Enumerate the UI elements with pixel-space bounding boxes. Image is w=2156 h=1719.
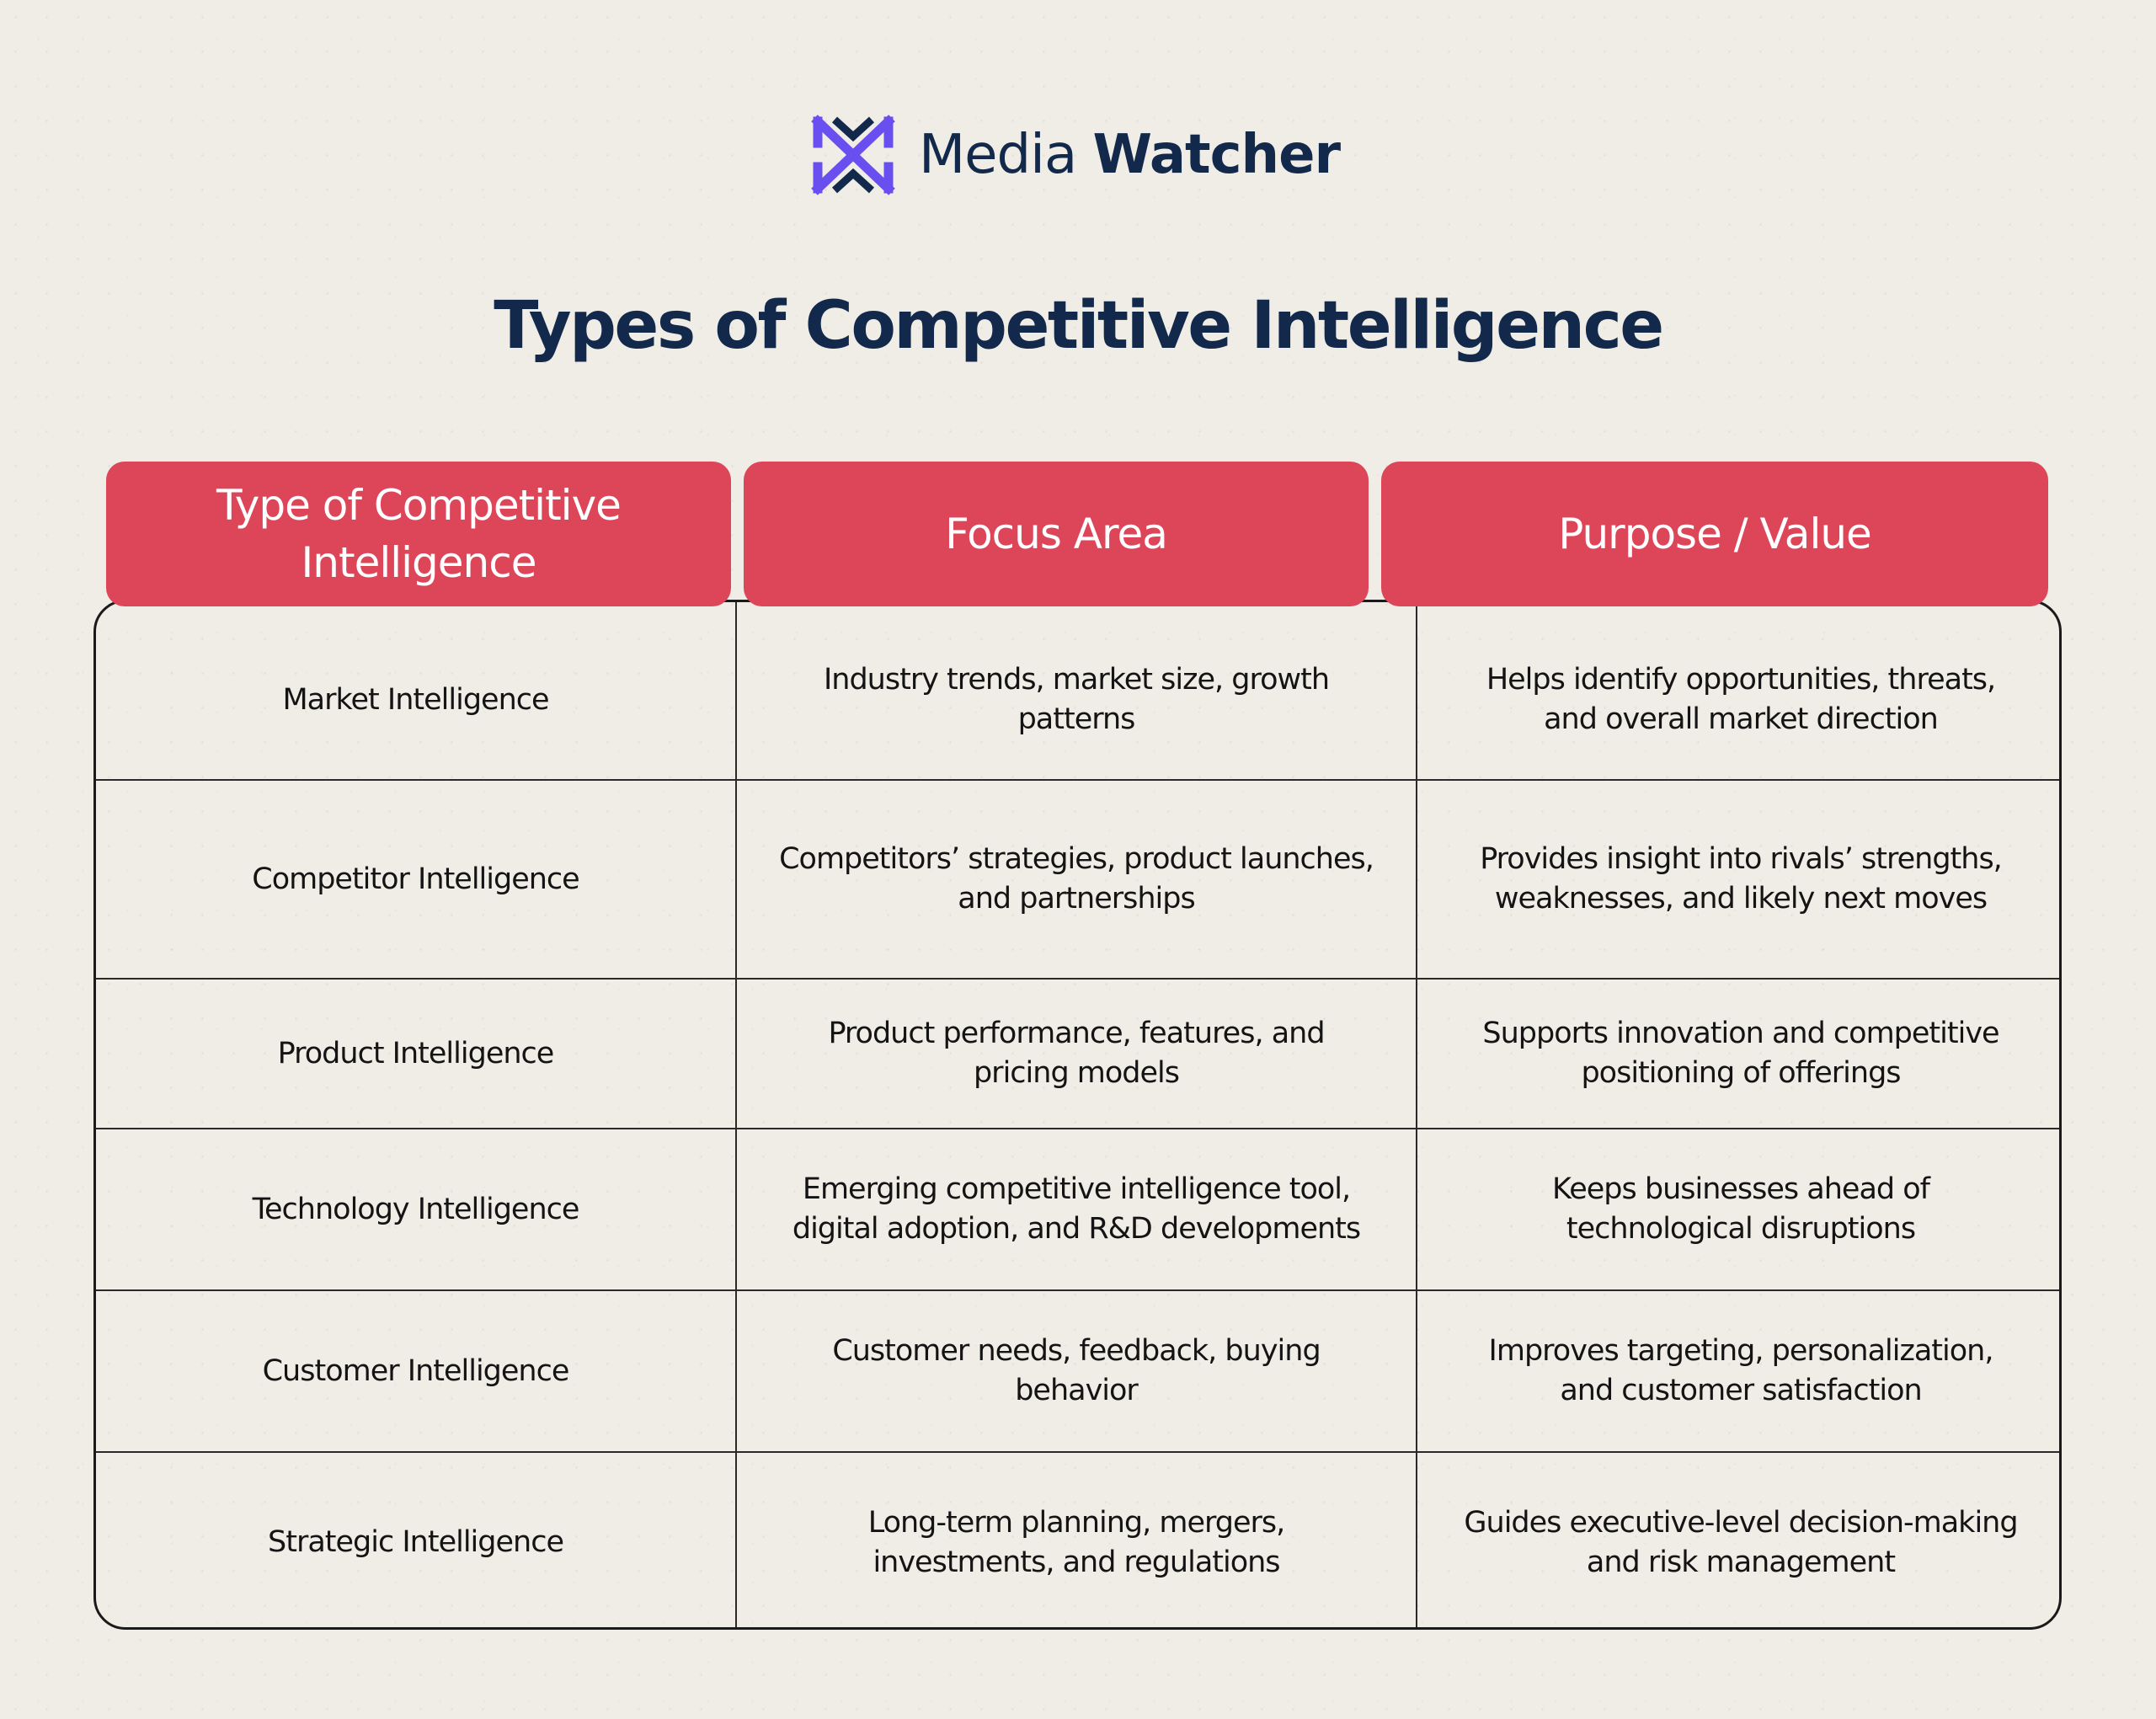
focus-cell: Emerging competitive intelligence tool, digital adoption, and R&D developments: [735, 1129, 1416, 1289]
focus-cell: Product performance, features, and pricing models: [735, 980, 1416, 1128]
purpose-cell: Helps identify opportunities, threats, and overall market direction: [1416, 602, 2062, 779]
type-cell: Competitor Intelligence: [252, 862, 579, 896]
intelligence-table: [93, 600, 2062, 1630]
focus-cell: Long-term planning, mergers, investments, and regulations: [735, 1453, 1416, 1630]
table-row: [96, 1291, 2059, 1453]
type-cell: Technology Intelligence: [252, 1192, 579, 1226]
focus-cell: Customer needs, feedback, buying behavior: [735, 1291, 1416, 1451]
type-cell: Product Intelligence: [277, 1036, 554, 1070]
brand-name: [919, 124, 1340, 186]
brand-lockup: [809, 113, 1340, 197]
purpose-cell: Guides executive-level decision-making and risk management: [1416, 1453, 2062, 1630]
table-header-row: [0, 462, 2156, 606]
header-purpose-value: Purpose / Value: [1381, 462, 2048, 606]
type-cell: Customer Intelligence: [262, 1353, 569, 1388]
brand-header: [0, 113, 2156, 197]
header-type: Type of Competitive Intelligence: [106, 462, 731, 606]
table-row: [96, 602, 2059, 781]
focus-cell: Competitors’ strategies, product launches, and partnerships: [735, 781, 1416, 978]
type-cell: Market Intelligence: [282, 682, 549, 717]
table-row: [96, 781, 2059, 980]
table-row: [96, 980, 2059, 1129]
media-watcher-logo-icon: [809, 113, 897, 197]
brand-name-part2: Watcher: [1092, 124, 1341, 186]
page-title: Types of Competitive Intelligence: [494, 288, 1662, 364]
type-cell: Strategic Intelligence: [268, 1525, 563, 1559]
table-row: [96, 1453, 2059, 1630]
purpose-cell: Supports innovation and competitive positioning of offerings: [1416, 980, 2062, 1128]
header-focus-area: Focus Area: [744, 462, 1369, 606]
table-row: [96, 1129, 2059, 1291]
focus-cell: Industry trends, market size, growth patterns: [735, 602, 1416, 779]
purpose-cell: Keeps businesses ahead of technological disruptions: [1416, 1129, 2062, 1289]
purpose-cell: Improves targeting, personalization, and customer satisfaction: [1416, 1291, 2062, 1451]
purpose-cell: Provides insight into rivals’ strengths, weaknesses, and likely next moves: [1416, 781, 2062, 978]
brand-name-part1: Media: [918, 124, 1077, 186]
